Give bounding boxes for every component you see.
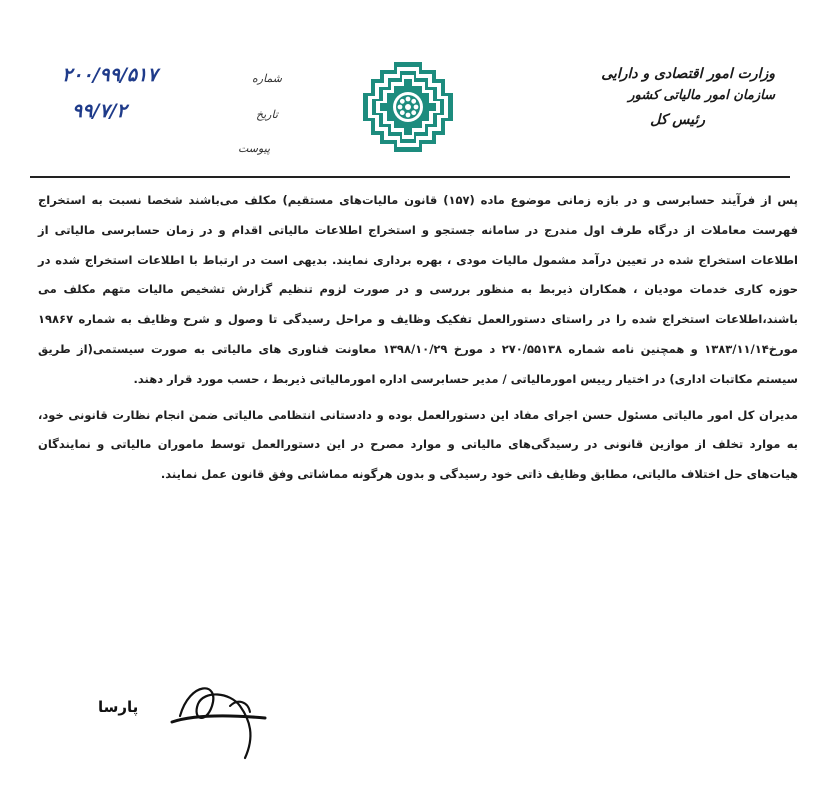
number-label: شماره bbox=[252, 72, 283, 85]
header-divider bbox=[30, 176, 790, 178]
letter-date: ۹۹/۷/۲ bbox=[72, 100, 127, 122]
ministry-name: وزارت امور اقتصادی و دارایی bbox=[601, 66, 775, 82]
signature bbox=[80, 676, 290, 766]
handwritten-signature-icon bbox=[80, 676, 290, 766]
letter-number: ۲۰۰/۹۹/۵۱۷ bbox=[62, 64, 158, 86]
tax-organization-emblem-icon bbox=[361, 60, 455, 154]
body-paragraph-1: پس از فرآیند حسابرسی و در بازه زمانی موضوع ماده (۱۵۷) قانون مالیات‌های مستقیم) مکلف می‌باشند شخصا نسبت به استخراج فهرست معاملات از درگاه طرف اول مندرج در سامانه جستجو و استخراج اطلاعات مالیاتی اقدام و در زمان حسابرسی مالیاتی از اطلاعات استخراج شده در تعیین درآمد مشمول مالیات مودی ، بهره برداری نمایند. بدیهی است در ارتباط با اطلاعات استخراج شده در حوزه کاری خدمات مودیان ، همکاران ذیربط به منظور بررسی و در صورت لزوم تنظیم گزارش تشخیص مالیات متهم مکلف می باشند،اطلاعات استخراج شده را در راستای دستورالعمل تفکیک وظایف و مراحل رسیدگی تا وصول و شرح وظایف به شماره ۱۹۸۶۷ مورخ۱۳۸۳/۱۱/۱۴ و همچنین نامه شماره ۲۷۰/۵۵۱۳۸ د مورخ ۱۳۹۸/۱۰/۲۹ معاونت فناوری های مالیاتی به صورت سیستمی(از طریق سیستم مکاتبات اداری) در اختیار رییس امورمالیاتی / مدیر حسابرسی اداره امورمالیاتی ذیربط ، حسب مورد قرار دهند. bbox=[38, 193, 798, 386]
letter-meta bbox=[38, 62, 283, 162]
letter-body bbox=[38, 186, 798, 490]
body-paragraph-2: مدیران کل امور مالیاتی مسئول حسن اجرای مفاد این دستورالعمل بوده و دادستانی انتظامی مالیاتی ضمن انجام نظارت قانونی خود، به موارد تخلف از موازین قانونی در رسیدگی‌های مالیاتی و موارد مصرح در این دستورالعمل توسط ماموران مالیاتی و نمایندگان هیات‌های حل اختلاف مالیاتی، مطابق وظایف ذاتی خود رسیدگی و بدون هرگونه مماشاتی وفق قانون عمل نمایند. bbox=[38, 407, 798, 482]
date-label: تاریخ bbox=[256, 108, 278, 121]
attachment-label: پیوست bbox=[238, 142, 271, 155]
signatory-name: پارسا bbox=[98, 698, 139, 716]
agency-name: سازمان امور مالیاتی کشور bbox=[628, 87, 775, 103]
signatory-title: رئیس کل bbox=[650, 111, 705, 128]
letterhead bbox=[575, 66, 775, 129]
